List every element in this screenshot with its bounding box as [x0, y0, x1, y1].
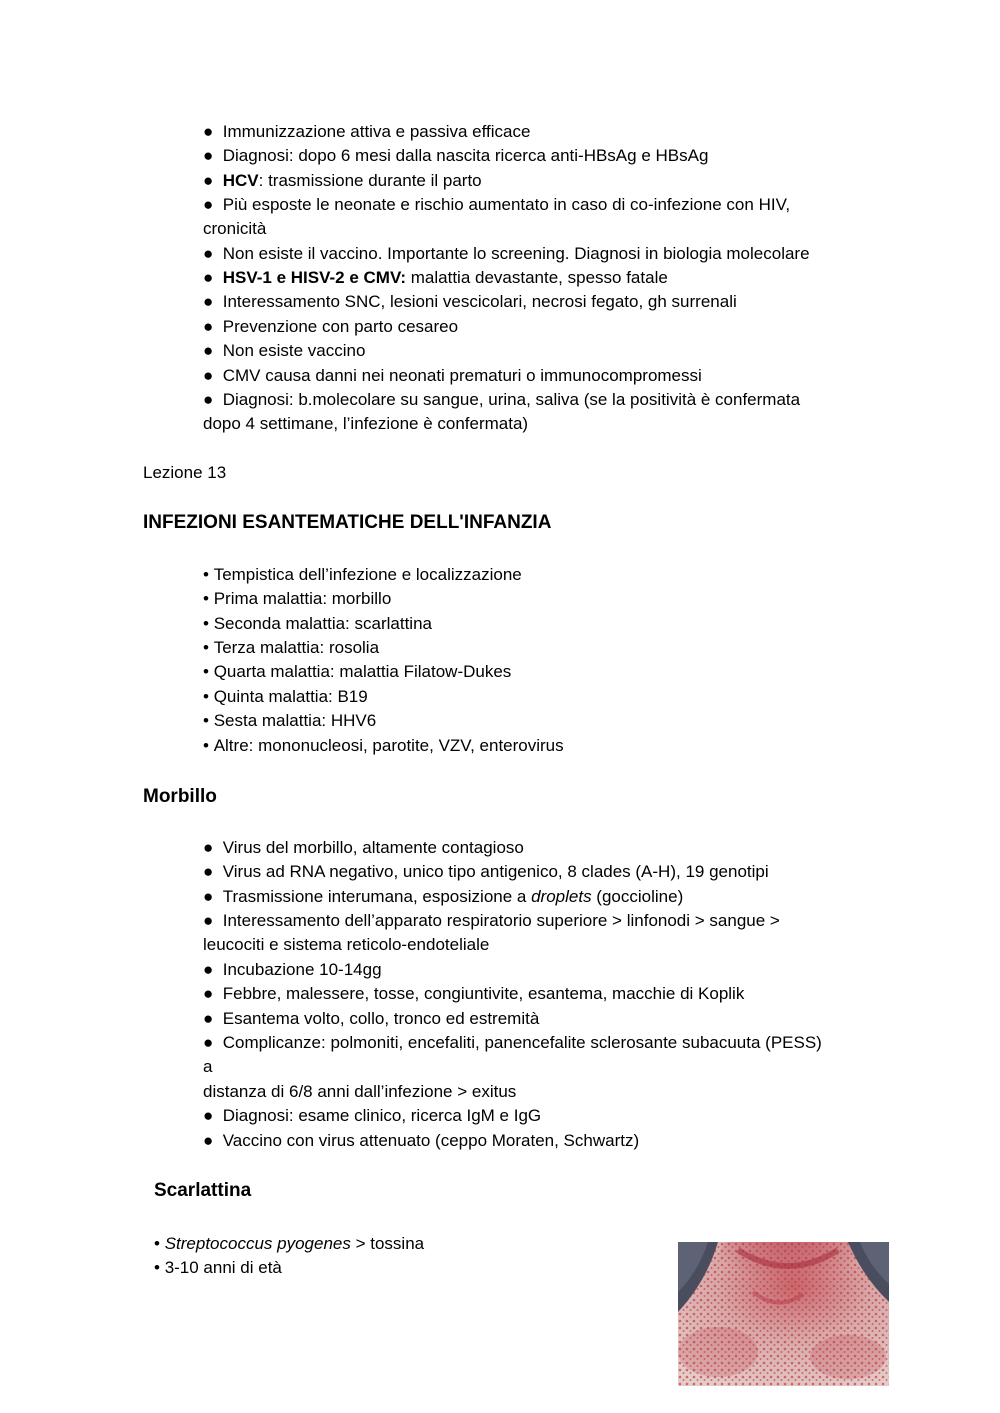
bullet-icon: ●	[203, 268, 214, 287]
bullet-icon: ●	[203, 911, 214, 930]
list-item	[203, 565, 522, 585]
bullet-icon: •	[203, 589, 209, 608]
list-item	[203, 292, 737, 312]
list-item	[203, 589, 391, 609]
list-item-continuation	[203, 414, 528, 434]
list-item-text: Esantema volto, collo, tronco ed estremità	[222, 1009, 540, 1028]
list-item-text: : trasmissione durante il parto	[258, 171, 482, 190]
list-item	[203, 662, 511, 682]
list-item	[203, 1106, 541, 1126]
bullet-icon: ●	[203, 838, 214, 857]
list-item-text: Interessamento SNC, lesioni vescicolari, necrosi fegato, gh surrenali	[222, 292, 737, 311]
list-item-text: dopo 4 settimane, l’infezione è confermata)	[203, 414, 529, 433]
list-item-bold: HCV	[222, 171, 259, 190]
bullet-icon: ●	[203, 292, 214, 311]
list-item-text: Quinta malattia: B19	[213, 687, 368, 706]
bullet-icon: ●	[203, 1106, 214, 1125]
bullet-icon: ●	[203, 366, 214, 385]
list-item-text: Febbre, malessere, tosse, congiuntivite, esantema, macchie di Koplik	[222, 984, 745, 1003]
list-item	[203, 911, 780, 931]
list-item-text: Interessamento dell’apparato respiratorio superiore > linfonodi > sangue >	[222, 911, 780, 930]
bullet-icon: ●	[203, 171, 214, 190]
list-item-text: Altre: mononucleosi, parotite, VZV, enterovirus	[213, 736, 564, 755]
scarlet-fever-rash-photo	[678, 1242, 889, 1386]
list-item-text: Incubazione 10-14gg	[222, 960, 382, 979]
list-item	[203, 390, 800, 410]
list-item-text: Virus del morbillo, altamente contagioso	[222, 838, 524, 857]
bullet-icon: •	[203, 662, 209, 681]
bullet-icon: •	[203, 736, 209, 755]
list-item-text: CMV causa danni nei neonati prematuri o immunocompromessi	[222, 366, 702, 385]
bullet-icon: ●	[203, 1131, 214, 1150]
list-item-text: Terza malattia: rosolia	[213, 638, 380, 657]
list-item	[203, 366, 702, 386]
bullet-icon: ●	[203, 244, 214, 263]
list-item-text: distanza di 6/8 anni dall’infezione > exitus	[203, 1082, 517, 1101]
bullet-icon: •	[203, 687, 209, 706]
rash-photo-icon	[678, 1242, 889, 1386]
list-item-continuation	[203, 935, 489, 955]
list-item	[203, 341, 365, 361]
list-item	[203, 638, 379, 658]
list-item-text: Virus ad RNA negativo, unico tipo antigenico, 8 clades (A-H), 19 genotipi	[222, 862, 769, 881]
list-item	[203, 984, 744, 1004]
list-item-text: malattia devastante, spesso fatale	[406, 268, 668, 287]
list-item-text: leucociti e sistema reticolo-endoteliale	[203, 935, 490, 954]
list-item	[203, 862, 769, 882]
bullet-icon: •	[154, 1258, 160, 1277]
list-item	[203, 687, 368, 707]
list-item	[203, 1009, 539, 1029]
list-item-text: Non esiste il vaccino. Importante lo screening. Diagnosi in biologia molecolare	[222, 244, 810, 263]
bullet-icon: ●	[203, 146, 214, 165]
list-item-text: a	[203, 1057, 213, 1076]
list-item	[203, 268, 668, 288]
list-item-text: Diagnosi: dopo 6 mesi dalla nascita ricerca anti-HBsAg e HBsAg	[222, 146, 709, 165]
bullet-icon: ●	[203, 960, 214, 979]
bullet-icon: •	[203, 638, 209, 657]
bullet-icon: ●	[203, 390, 214, 409]
list-item-text: Trasmissione interumana, esposizione a	[222, 887, 532, 906]
list-item-text: Diagnosi: esame clinico, ricerca IgM e IgG	[222, 1106, 542, 1125]
bullet-icon: ●	[203, 984, 214, 1003]
list-item-text: 3-10 anni di età	[164, 1258, 282, 1277]
list-item-continuation	[203, 219, 266, 239]
list-item-text: Diagnosi: b.molecolare su sangue, urina, saliva (se la positività è confermata	[222, 390, 801, 409]
list-item-text: Prima malattia: morbillo	[213, 589, 392, 608]
bullet-icon: ●	[203, 317, 214, 336]
scarlattina-title: Scarlattina	[154, 1180, 252, 1201]
list-item	[203, 838, 524, 858]
list-item	[203, 1033, 822, 1053]
lesson-label: Lezione 13	[143, 463, 227, 482]
bullet-icon: ●	[203, 1009, 214, 1028]
list-item	[203, 146, 708, 166]
list-item	[203, 317, 458, 337]
morbillo-title: Morbillo	[143, 786, 217, 807]
list-item-text: (goccioline)	[591, 887, 684, 906]
list-item-text: Vaccino con virus attenuato (ceppo Moraten, Schwartz)	[222, 1131, 640, 1150]
list-item	[154, 1234, 424, 1254]
list-item-text: Complicanze: polmoniti, encefaliti, panencefalite sclerosante subacuuta (PESS)	[222, 1033, 822, 1052]
list-item-continuation	[203, 1082, 516, 1102]
bullet-icon: ●	[203, 195, 214, 214]
bullet-icon: ●	[203, 887, 214, 906]
list-item-text: Sesta malattia: HHV6	[213, 711, 377, 730]
bullet-icon: ●	[203, 862, 214, 881]
list-item-text: Più esposte le neonate e rischio aumentato in caso di co-infezione con HIV,	[222, 195, 791, 214]
bullet-icon: •	[203, 711, 209, 730]
list-item	[203, 736, 564, 756]
list-item	[203, 195, 790, 215]
list-item	[203, 171, 482, 191]
list-item	[203, 122, 530, 142]
list-item-text: Immunizzazione attiva e passiva efficace	[222, 122, 531, 141]
list-item	[154, 1258, 282, 1278]
bullet-icon: ●	[203, 122, 214, 141]
list-item	[203, 711, 376, 731]
list-item	[203, 244, 810, 264]
list-item-text: Tempistica dell’infezione e localizzazione	[213, 565, 522, 584]
section-title: INFEZIONI ESANTEMATICHE DELL'INFANZIA	[143, 512, 552, 533]
list-item-italic: Streptococcus pyogenes	[164, 1234, 351, 1253]
bullet-icon: ●	[203, 1033, 214, 1052]
bullet-icon: •	[203, 614, 209, 633]
bullet-icon: •	[154, 1234, 160, 1253]
list-item-text: Prevenzione con parto cesareo	[222, 317, 459, 336]
list-item-text: cronicità	[203, 219, 267, 238]
list-item-bold: HSV-1 e HISV-2 e CMV:	[222, 268, 407, 287]
list-item	[203, 1131, 639, 1151]
list-item-text: Non esiste vaccino	[222, 341, 366, 360]
bullet-icon: •	[203, 565, 209, 584]
list-item-text: > tossina	[350, 1234, 425, 1253]
list-item-text: Seconda malattia: scarlattina	[213, 614, 432, 633]
list-item	[203, 614, 432, 634]
bullet-icon: ●	[203, 341, 214, 360]
list-item-continuation	[203, 1057, 212, 1077]
list-item-italic: droplets	[531, 887, 592, 906]
list-item	[203, 887, 683, 907]
list-item-text: Quarta malattia: malattia Filatow-Dukes	[213, 662, 512, 681]
list-item	[203, 960, 382, 980]
